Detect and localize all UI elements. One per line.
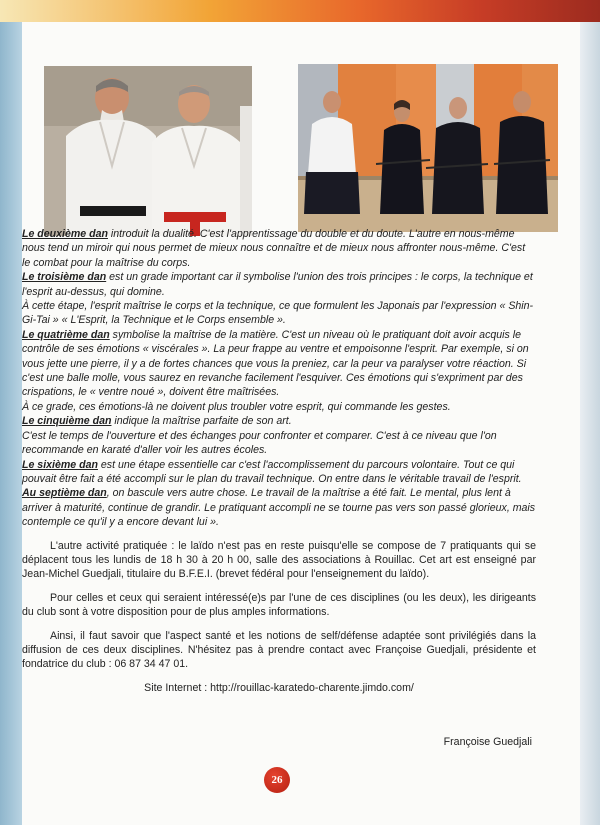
right-page-edge bbox=[580, 22, 600, 825]
dan-paragraph-4-detail bbox=[22, 400, 536, 414]
dan-text: indique la maîtrise parfaite de son art. bbox=[111, 415, 292, 428]
dan-paragraph-3-detail bbox=[22, 299, 536, 328]
website-line: Site Internet : http://rouillac-karatedo-charente.jimdo.com/ bbox=[144, 681, 414, 694]
dan-descriptions bbox=[22, 227, 536, 530]
dan-paragraph-6 bbox=[22, 458, 536, 487]
dan-text: symbolise la maîtrise de la matière. C'est un niveau où le pratiquant doit avoir acquis le contrôle de ses émotions « viscérales ». La peur frappe au ventre et empoisonne l'esprit. Par exemple, si on vous jette une pierre, il y a de fortes chances que vous la preniez, car la peur va paralyser votre réaction. Si c'est une balle molle, vous saurez en revanche facilement l'esquiver. Ces émotions qui s'expriment par des crispations, le « ventre noué », doivent être maîtrisées. bbox=[22, 328, 529, 399]
page-number-badge: 26 bbox=[264, 767, 290, 793]
dan-paragraph-4 bbox=[22, 328, 536, 400]
dan-text: , on bascule vers autre chose. Le travail de la maîtrise a été fait. Le mental, plus lent à arriver à maturité, continue de grandir. Le pratiquant accompli ne se tourne pas vers son passé glorieux, mais contemple ce qu'il y a encore devant lui ». bbox=[22, 487, 536, 529]
dan-title: Le troisième dan bbox=[22, 271, 107, 284]
dan-paragraph-3 bbox=[22, 270, 536, 299]
dan-text: À ce grade, ces émotions-là ne doivent plus troubler votre esprit, qui commande les gestes. bbox=[22, 400, 451, 413]
dan-text: C'est le temps de l'ouverture et des échanges pour confronter et comparer. C'est à ce niveau que l'on recommande en karaté d'aller voir les autres écoles. bbox=[22, 429, 497, 457]
dan-paragraph-2 bbox=[22, 227, 536, 270]
health-paragraph: Ainsi, il faut savoir que l'aspect santé et les notions de self/défense adaptée sont privilégiés dans la diffusion de ces deux disciplines. N'hésitez pas à prendre contact avec Françoise Guedjali, présidente et fondatrice du club : 06 87 34 47 01. bbox=[22, 629, 536, 671]
dan-text: À cette étape, l'esprit maîtrise le corps et la technique, ce que formulent les Japonais par l'expression « Shin-Gi-Tai » « L'Esprit, la Technique et le Corps ensemble ». bbox=[22, 300, 534, 327]
top-color-band bbox=[0, 0, 600, 22]
dan-text: est une étape essentielle car c'est l'accomplissement du parcours volontaire. Tout ce qui pouvait être fait a été accompli sur le plan du travail technique. On entre dans le véritable travail de l'esprit. bbox=[22, 458, 522, 485]
article-text bbox=[22, 227, 536, 750]
dan-paragraph-7 bbox=[22, 486, 536, 529]
dan-title: Le deuxième dan bbox=[22, 228, 108, 240]
iaido-paragraph: L'autre activité pratiquée : le laïdo n'est pas en reste puisqu'elle se compose de 7 pratiquants qui se déplacent tous les lundis de 18 h 30 à 20 h 00, salle des associations à Rouillac. Cet art est enseigné par Jean-Michel Guedjali, titulaire du B.F.E.I. (brevet fédéral pour l'enseignement du laïdo). bbox=[22, 539, 536, 581]
contact-paragraph: Pour celles et ceux qui seraient intéressé(e)s par l'une de ces disciplines (ou les deux), les dirigeants du club sont à votre disposition pour de plus amples informations. bbox=[22, 591, 536, 619]
photo-two-karate-masters bbox=[44, 66, 252, 236]
dan-title: Au septième dan bbox=[22, 487, 107, 500]
practitioners-illustration bbox=[298, 64, 558, 232]
dan-title: Le cinquième dan bbox=[22, 415, 112, 428]
dan-paragraph-5 bbox=[22, 414, 536, 428]
dan-text: introduit la dualité. C'est l'apprentissage du double et du doute. L'autre en nous-même nous tend un miroir qui nous permet de mieux nous connaître et de mieux nous affronter nous-même. C'est le combat pour la maîtrise du corps. bbox=[22, 228, 526, 269]
left-page-edge bbox=[0, 22, 22, 825]
dan-paragraph-5-detail bbox=[22, 429, 536, 458]
dan-title: Le quatrième dan bbox=[22, 328, 110, 341]
dan-title: Le sixième dan bbox=[22, 458, 98, 471]
karate-masters-illustration bbox=[44, 66, 252, 236]
signature: Françoise Guedjali bbox=[443, 736, 532, 749]
dan-text: est un grade important car il symbolise l'union des trois principes : le corps, la technique et l'esprit au-dessus, qui domine. bbox=[22, 271, 533, 298]
photo-four-practitioners bbox=[298, 64, 558, 232]
